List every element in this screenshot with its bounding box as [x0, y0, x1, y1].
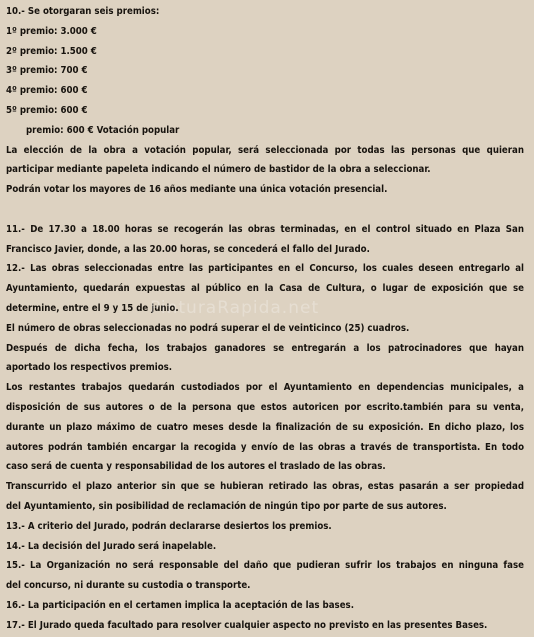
- text-line: 15.- La Organización no será responsable del daño que pudieran sufrir los trabajos en ninguna fase: [6, 560, 524, 572]
- text-line: 3º premio: 700 €: [6, 65, 88, 77]
- text-line: 10.- Se otorgaran seis premios:: [6, 6, 160, 17]
- watermark-text: PinturaRapida.net: [150, 298, 320, 318]
- text-line: 14.- La decisión del Jurado será inapelable.: [6, 540, 217, 552]
- text-line: Transcurrido el plazo anterior sin que se hubieran retirado las obras, estas pasarán a ser propiedad: [6, 481, 524, 493]
- text-line: durante un plazo máximo de cuatro meses desde la finalización de su exposición. En dicho plazo, los: [6, 421, 524, 433]
- text-line: 16.- La participación en el certamen implica la aceptación de las bases.: [6, 599, 354, 611]
- text-line: 11.- De 17.30 a 18.00 horas se recogerán las obras terminadas, en el control situado en Plaza San: [6, 223, 524, 235]
- text-line: caso será de cuenta y responsabilidad de los autores el traslado de las obras.: [6, 461, 386, 473]
- text-line: El número de obras seleccionadas no podrá superar el de veinticinco (25) cuadros.: [6, 322, 410, 334]
- text-line: Podrán votar los mayores de 16 años mediante una única votación presencial.: [6, 184, 388, 196]
- text-line: Los restantes trabajos quedarán custodiados por el Ayuntamiento en dependencias municipales, a: [6, 382, 524, 394]
- blank-line: [6, 200, 524, 220]
- text-line: 2º premio: 1.500 €: [6, 45, 97, 57]
- text-line: del concurso, ni durante su custodia o transporte.: [6, 580, 251, 592]
- text-line: determine, entre el 9 y 15 de junio.: [6, 302, 179, 314]
- text-line: Después de dicha fecha, los trabajos ganadores se entregarán a los patrocinadores que hayan: [6, 342, 524, 354]
- text-line: 1º premio: 3.000 €: [6, 25, 97, 37]
- text-line: del Ayuntamiento, sin posibilidad de reclamación de ningún tipo por parte de sus autores.: [6, 500, 447, 512]
- text-line: disposición de sus autores o de la persona que estos autoricen por escrito.también para su venta,: [6, 401, 524, 413]
- document-body: [6, 2, 524, 636]
- text-line: autores podrán también encargar la recogida y envío de las obras a través de transportista. En todo: [6, 441, 524, 453]
- text-line: Ayuntamiento, quedarán expuestas al público en la Casa de Cultura, o lugar de exposición que se: [6, 283, 524, 295]
- text-line: 12.- Las obras seleccionadas entre las participantes en el Concurso, los cuales deseen entregarlo al: [6, 263, 524, 275]
- text-line: 17.- El Jurado queda facultado para resolver cualquier aspecto no previsto en las presentes Bases.: [6, 619, 488, 631]
- text-line: Francisco Javier, donde, a las 20.00 horas, se concederá el fallo del Jurado.: [6, 243, 370, 255]
- text-line: 4º premio: 600 €: [6, 85, 88, 97]
- text-line: 5º premio: 600 €: [6, 104, 88, 116]
- text-line: 13.- A criterio del Jurado, podrán declararse desiertos los premios.: [6, 520, 332, 532]
- text-line: La elección de la obra a votación popular, será seleccionada por todas las personas que quieran: [6, 144, 524, 156]
- text-line: participar mediante papeleta indicando el número de bastidor de la obra a seleccionar.: [6, 164, 431, 176]
- text-line: aportado los respectivos premios.: [6, 362, 173, 374]
- text-line: premio: 600 € Votación popular: [26, 124, 180, 136]
